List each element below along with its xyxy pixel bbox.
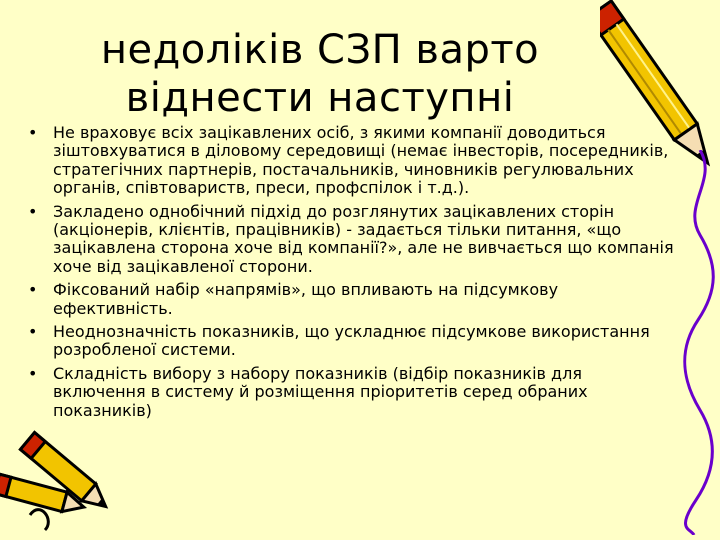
bullet-text: Неоднозначність показників, що ускладнює підсумкове використання розробленої системи. (53, 322, 650, 360)
slide-title (60, 0, 580, 122)
squiggle-line-icon (680, 150, 720, 535)
bullet-dot: • (28, 363, 38, 383)
bullet-dot: • (28, 322, 38, 342)
bullet-item (28, 323, 678, 360)
title-line-2: недоліків СЗП варто (100, 27, 540, 73)
bullet-dot: • (28, 123, 38, 142)
bullet-text: Складність вибору з набору показників (відбір показників для включення в систему й розміщення пріоритетів серед обраних показників) (53, 363, 588, 420)
bullet-list (28, 124, 678, 425)
bullet-item (28, 203, 678, 277)
bullet-item (28, 365, 678, 420)
bullet-dot: • (28, 280, 38, 300)
bullet-item (28, 281, 678, 318)
bullet-text: Фіксований набір «напрямів», що впливають на підсумкову ефективність. (53, 280, 559, 318)
bullet-item (28, 124, 678, 198)
title-line-3: віднести наступні (125, 75, 515, 121)
pencils-icon (0, 420, 120, 540)
bullet-dot: • (28, 201, 38, 221)
bullet-text: Закладено однобічний підхід до розглянутих зацікавлених сторін (акціонерів, клієнтів, працівників) - задається тільки питання, «що зацікавлена сторона хоче від компанії?», але не вивчається що компанія хоче від зацікавленої сторони. (53, 201, 674, 276)
bullet-text: Не враховує всіх зацікавлених осіб, з якими компанії доводиться зіштовхуватися в діловому середовищі (немає інвесторів, посередників, стратегічних партнерів, постачальників, чиновників регулювальних органів, співтовариств, преси, профспілок і т.д.). (53, 123, 669, 198)
